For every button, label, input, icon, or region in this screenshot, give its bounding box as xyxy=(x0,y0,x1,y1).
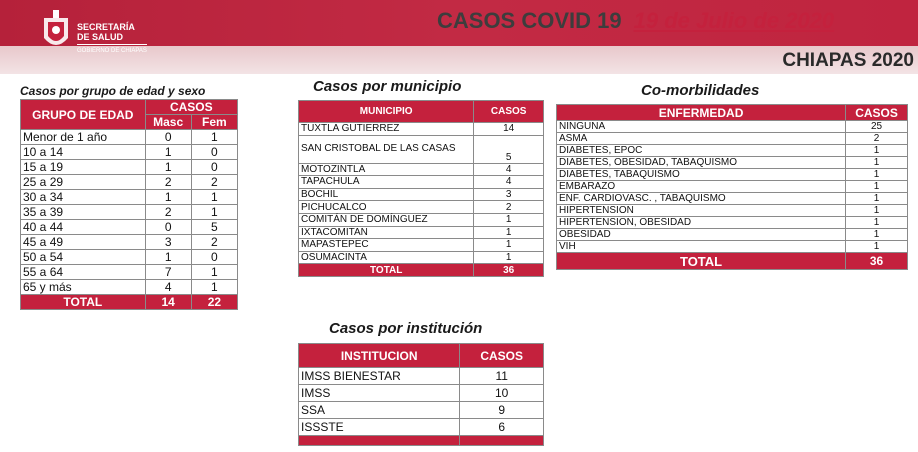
table-row xyxy=(299,385,544,402)
total-row xyxy=(21,295,238,310)
table-row xyxy=(21,190,238,205)
age-group: 35 a 39 xyxy=(21,205,146,220)
inst-total-label xyxy=(299,436,460,446)
table-row xyxy=(557,241,908,253)
age-masc: 3 xyxy=(145,235,191,250)
mun-total: 36 xyxy=(474,264,544,277)
mun-name: BOCHIL xyxy=(299,188,474,201)
logo-sub: GOBIERNO DE CHIAPAS xyxy=(77,44,147,56)
municipality-table xyxy=(298,100,544,277)
com-name: ENF. CARDIOVASC. , TABAQUISMO xyxy=(557,193,846,205)
com-name: HIPERTENSION, OBESIDAD xyxy=(557,217,846,229)
table-row xyxy=(299,419,544,436)
age-masc: 1 xyxy=(145,145,191,160)
table-row xyxy=(21,160,238,175)
age-fem: 5 xyxy=(191,220,237,235)
age-heading: Casos por grupo de edad y sexo xyxy=(20,84,206,98)
title-text: CASOS COVID 19 xyxy=(437,8,622,33)
table-row xyxy=(557,217,908,229)
age-col-masc: Masc xyxy=(145,115,191,130)
age-group: 55 a 64 xyxy=(21,265,146,280)
com-total: 36 xyxy=(846,253,908,270)
com-name: VIH xyxy=(557,241,846,253)
age-total-fem: 22 xyxy=(191,295,237,310)
com-cases: 1 xyxy=(846,145,908,157)
mun-name: IXTACOMITAN xyxy=(299,226,474,239)
age-masc: 2 xyxy=(145,205,191,220)
com-heading: Co-morbilidades xyxy=(641,82,760,99)
age-fem: 0 xyxy=(191,145,237,160)
inst-cases: 10 xyxy=(460,385,544,402)
com-cases: 1 xyxy=(846,181,908,193)
age-fem: 2 xyxy=(191,235,237,250)
age-group: 30 a 34 xyxy=(21,190,146,205)
table-row xyxy=(299,402,544,419)
table-row xyxy=(21,130,238,145)
com-col-name: ENFERMEDAD xyxy=(557,105,846,121)
mun-cases: 1 xyxy=(474,251,544,264)
table-row xyxy=(557,193,908,205)
com-col-cases: CASOS xyxy=(846,105,908,121)
age-masc: 0 xyxy=(145,130,191,145)
com-name: DIABETES, TABAQUISMO xyxy=(557,169,846,181)
table-row xyxy=(299,213,544,226)
table-row xyxy=(299,239,544,252)
table-row xyxy=(21,250,238,265)
comorbidity-table xyxy=(556,104,908,270)
age-group: 10 a 14 xyxy=(21,145,146,160)
age-masc: 1 xyxy=(145,190,191,205)
inst-total xyxy=(460,436,544,446)
inst-heading: Casos por institución xyxy=(329,320,483,337)
com-name: ASMA xyxy=(557,133,846,145)
table-row xyxy=(557,181,908,193)
age-fem: 2 xyxy=(191,175,237,190)
table-row xyxy=(299,226,544,239)
mun-name: MOTOZINTLA xyxy=(299,163,474,176)
inst-cases: 11 xyxy=(460,368,544,385)
table-row xyxy=(557,133,908,145)
mun-heading: Casos por municipio xyxy=(313,78,462,95)
mun-cases: 1 xyxy=(474,239,544,252)
inst-col-cases: CASOS xyxy=(460,344,544,368)
age-fem: 1 xyxy=(191,280,237,295)
table-row xyxy=(299,188,544,201)
com-name: NINGUNA xyxy=(557,121,846,133)
age-fem: 1 xyxy=(191,190,237,205)
inst-name: IMSS BIENESTAR xyxy=(299,368,460,385)
age-group: 25 a 29 xyxy=(21,175,146,190)
mun-name: OSUMACINTA xyxy=(299,251,474,264)
table-row xyxy=(21,175,238,190)
total-row xyxy=(557,253,908,270)
com-total-label: TOTAL xyxy=(557,253,846,270)
age-fem: 1 xyxy=(191,205,237,220)
total-row xyxy=(299,264,544,277)
header xyxy=(0,0,918,82)
title-date: 19 de Julio de 2020 xyxy=(633,8,835,33)
mun-cases: 4 xyxy=(474,163,544,176)
age-masc: 0 xyxy=(145,220,191,235)
age-group: 40 a 44 xyxy=(21,220,146,235)
age-fem: 1 xyxy=(191,265,237,280)
table-row xyxy=(557,205,908,217)
institution-table xyxy=(298,343,544,446)
table-row xyxy=(21,145,238,160)
table-row xyxy=(21,235,238,250)
com-cases: 1 xyxy=(846,229,908,241)
mun-col-cases: CASOS xyxy=(474,101,544,123)
age-total-label: TOTAL xyxy=(21,295,146,310)
mun-cases: 1 xyxy=(474,226,544,239)
age-total-masc: 14 xyxy=(145,295,191,310)
age-group: 15 a 19 xyxy=(21,160,146,175)
table-row xyxy=(21,265,238,280)
com-cases: 1 xyxy=(846,205,908,217)
com-cases: 1 xyxy=(846,169,908,181)
mun-cases: 1 xyxy=(474,213,544,226)
com-name: OBESIDAD xyxy=(557,229,846,241)
age-masc: 1 xyxy=(145,160,191,175)
mun-cases: 2 xyxy=(474,201,544,214)
mun-name: COMITÁN DE DOMÍNGUEZ xyxy=(299,213,474,226)
age-col-cases: CASOS xyxy=(145,100,237,115)
com-cases: 2 xyxy=(846,133,908,145)
com-cases: 1 xyxy=(846,217,908,229)
table-row xyxy=(299,368,544,385)
table-row xyxy=(299,135,544,163)
age-group: 50 a 54 xyxy=(21,250,146,265)
logo-line2: DE SALUD xyxy=(77,32,124,42)
table-row xyxy=(299,201,544,214)
table-row xyxy=(557,157,908,169)
age-masc: 7 xyxy=(145,265,191,280)
mun-cases: 5 xyxy=(474,135,544,163)
mun-name: SAN CRISTOBAL DE LAS CASAS xyxy=(299,135,474,163)
mun-name: MAPASTEPEC xyxy=(299,239,474,252)
logo-text xyxy=(77,22,147,56)
com-cases: 1 xyxy=(846,241,908,253)
table-row xyxy=(299,163,544,176)
table-row xyxy=(299,251,544,264)
age-masc: 2 xyxy=(145,175,191,190)
com-cases: 1 xyxy=(846,157,908,169)
mun-name: PICHUCALCO xyxy=(299,201,474,214)
total-row xyxy=(299,436,544,446)
inst-name: SSA xyxy=(299,402,460,419)
age-group: 65 y más xyxy=(21,280,146,295)
com-name: HIPERTENSION xyxy=(557,205,846,217)
com-cases: 1 xyxy=(846,193,908,205)
age-fem: 0 xyxy=(191,160,237,175)
table-row xyxy=(557,145,908,157)
age-masc: 1 xyxy=(145,250,191,265)
table-row xyxy=(299,176,544,189)
age-group: Menor de 1 año xyxy=(21,130,146,145)
table-row xyxy=(299,123,544,136)
age-group: 45 a 49 xyxy=(21,235,146,250)
table-row xyxy=(21,205,238,220)
inst-cases: 6 xyxy=(460,419,544,436)
state-label: CHIAPAS 2020 xyxy=(782,50,914,71)
age-table xyxy=(20,99,238,310)
table-row xyxy=(557,229,908,241)
inst-col-name: INSTITUCION xyxy=(299,344,460,368)
table-row xyxy=(21,220,238,235)
inst-cases: 9 xyxy=(460,402,544,419)
mun-cases: 3 xyxy=(474,188,544,201)
age-masc: 4 xyxy=(145,280,191,295)
com-name: DIABETES, OBESIDAD, TABAQUISMO xyxy=(557,157,846,169)
page-title xyxy=(437,8,834,34)
age-col-fem: Fem xyxy=(191,115,237,130)
age-col-group: GRUPO DE EDAD xyxy=(21,100,146,130)
age-fem: 0 xyxy=(191,250,237,265)
age-fem: 1 xyxy=(191,130,237,145)
table-row xyxy=(557,121,908,133)
com-name: EMBARAZO xyxy=(557,181,846,193)
com-cases: 25 xyxy=(846,121,908,133)
com-name: DIABETES, EPOC xyxy=(557,145,846,157)
table-row xyxy=(557,169,908,181)
health-secretariat-logo-icon xyxy=(40,8,72,62)
mun-name: TAPACHULA xyxy=(299,176,474,189)
mun-cases: 4 xyxy=(474,176,544,189)
inst-name: ISSSTE xyxy=(299,419,460,436)
mun-col-name: MUNICIPIO xyxy=(299,101,474,123)
mun-name: TUXTLA GUTIERREZ xyxy=(299,123,474,136)
table-row xyxy=(21,280,238,295)
mun-cases: 14 xyxy=(474,123,544,136)
mun-total-label: TOTAL xyxy=(299,264,474,277)
inst-name: IMSS xyxy=(299,385,460,402)
logo-line1: SECRETARÍA xyxy=(77,22,135,32)
